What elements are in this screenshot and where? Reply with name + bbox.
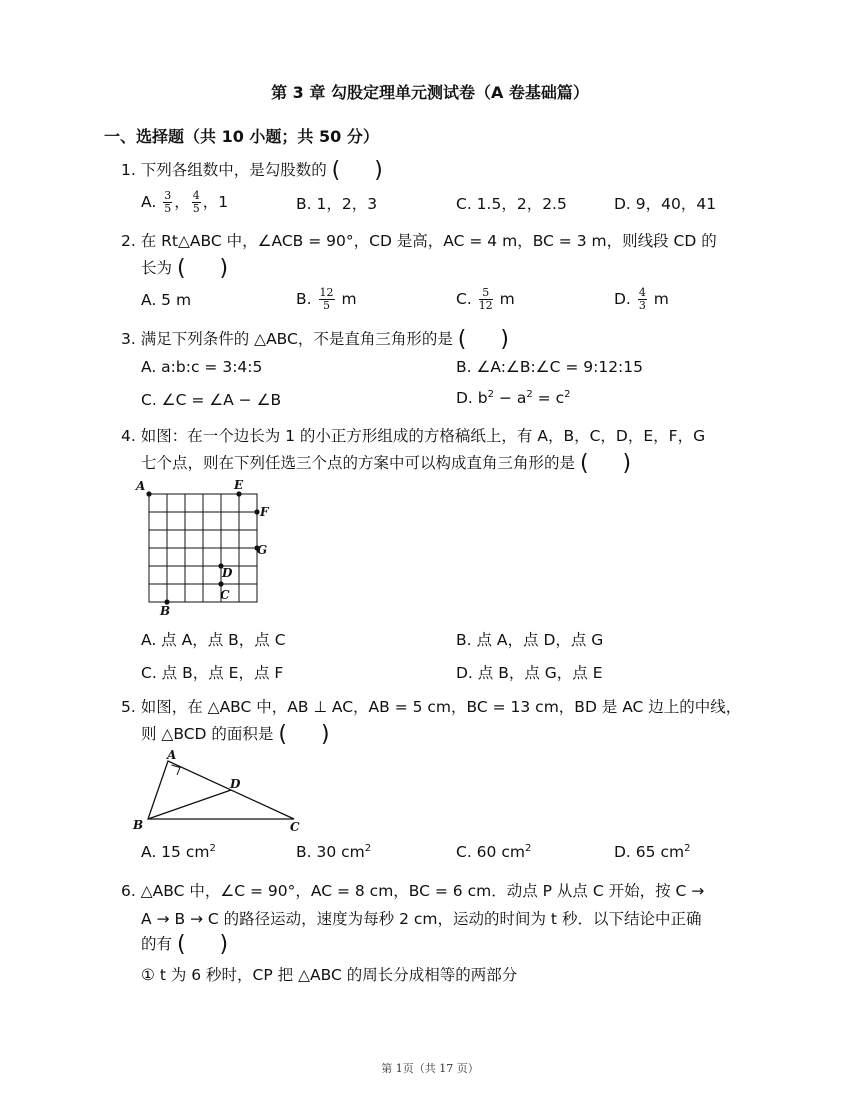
question-1-option-d: D. 9，40，41 — [614, 195, 717, 213]
label-a: A — [167, 748, 177, 762]
label-f: F — [260, 505, 269, 519]
label-b: B — [133, 818, 144, 832]
question-5-option-d: D. 65 $cm^2$ — [614, 843, 691, 862]
question-6-stem-line3: 的有 ( ) — [141, 932, 229, 957]
label-c: C — [220, 588, 230, 602]
answer-paren-close: ) — [374, 158, 383, 183]
question-2-option-c: C. $\frac{5}{12}$ m — [456, 286, 515, 312]
fraction: $\frac{4}{5}$ — [192, 189, 200, 215]
question-4-stem-line2: 七个点，则在下列任选三个点的方案中可以构成直角三角形的是 ( ) — [141, 451, 632, 476]
label-g: G — [257, 543, 268, 557]
question-5-option-c: C. 60 $cm^2$ — [456, 843, 532, 862]
label-a: A — [136, 479, 146, 493]
question-2-stem-line1: 2. 在 Rt△ABC 中，∠ACB = 90°，CD 是高，AC = 4 m，BC = 3 m，则线段 CD 的 — [121, 232, 717, 250]
page-footer: 第 1页（共 17 页） — [381, 1062, 479, 1075]
question-5-stem-line1: 5. 如图，在 △ABC 中，AB ⊥ AC，AB = 5 cm，BC = 13 cm，BD 是 AC 边上的中线， — [121, 698, 742, 716]
question-4-option-b: B. 点 A，点 D，点 G — [456, 631, 604, 649]
question-4-option-a: A. 点 A，点 B，点 C — [141, 631, 286, 649]
label-d: D — [230, 777, 241, 791]
question-6-stem-line2: A → B → C 的路径运动，速度为每秒 2 cm，运动的时间为 t 秒．以下结论中正确 — [141, 910, 702, 928]
question-4-option-d: D. 点 B，点 G，点 E — [456, 664, 603, 682]
point-a — [146, 491, 151, 496]
answer-paren-open: ( — [331, 158, 341, 183]
point-f — [254, 509, 259, 514]
median-bd — [148, 790, 231, 819]
point-c — [218, 581, 223, 586]
question-5-option-b: B. 30 $cm^2$ — [296, 843, 372, 862]
question-3-option-a: A. a:b:c = 3:4:5 — [141, 358, 263, 376]
question-1-option-c: C. 1.5，2，2.5 — [456, 195, 567, 213]
question-1-option-a: A. $\frac{3}{5}$ ， $\frac{4}{5}$ ，1 — [141, 189, 229, 215]
page-title: 第 3 章 勾股定理单元测试卷（A 卷基础篇） — [271, 83, 589, 102]
question-4-option-c: C. 点 B，点 E，点 F — [141, 664, 284, 682]
question-3-option-c: C. ∠C = ∠A − ∠B — [141, 391, 282, 409]
fraction: $\frac{3}{5}$ — [164, 189, 172, 215]
triangle-abc — [148, 761, 294, 819]
point-e — [236, 491, 241, 496]
label-d: D — [222, 566, 233, 580]
question-5-option-a: A. 15 $cm^2$ — [141, 843, 216, 862]
question-1-option-b: B. 1，2，3 — [296, 195, 378, 213]
question-3-stem: 3. 满足下列条件的 △ABC，不是直角三角形的是 ( ) — [121, 327, 509, 352]
question-2-option-d: D. $\frac{4}{3}$ m — [614, 286, 669, 312]
question-2-option-b: B. $\frac{12}{5}$ m — [296, 286, 357, 312]
question-1-stem: 1. 下列各组数中，是勾股数的 ( ) — [121, 158, 383, 183]
question-2-option-a: A. 5 m — [141, 291, 192, 309]
question-6-stem-line1: 6. △ABC 中，∠C = 90°，AC = 8 cm，BC = 6 cm．动点 P 从点 C 开始，按 C → — [121, 882, 705, 900]
grid-figure — [130, 476, 280, 618]
question-6-statement-1: ① t 为 6 秒时，CP 把 △ABC 的周长分成相等的两部分 — [141, 966, 518, 984]
question-3-option-b: B. ∠A:∠B:∠C = 9:12:15 — [456, 358, 643, 376]
section-heading: 一、选择题（共 10 小题；共 50 分） — [104, 127, 379, 146]
question-3-option-d: D. $b^2 - a^2 = c^2$ — [456, 389, 571, 408]
label-b: B — [160, 604, 171, 618]
question-2-stem-line2: 长为 ( ) — [141, 256, 229, 281]
question-4-stem-line1: 4. 如图：在一个边长为 1 的小正方形组成的方格稿纸上，有 A，B，C，D，E，F，G — [121, 427, 706, 445]
question-5-stem-line2: 则 △BCD 的面积是 ( ) — [141, 722, 330, 747]
grid-lines — [149, 494, 257, 602]
label-c: C — [290, 820, 300, 834]
label-e: E — [234, 478, 244, 492]
triangle-figure — [128, 748, 308, 834]
